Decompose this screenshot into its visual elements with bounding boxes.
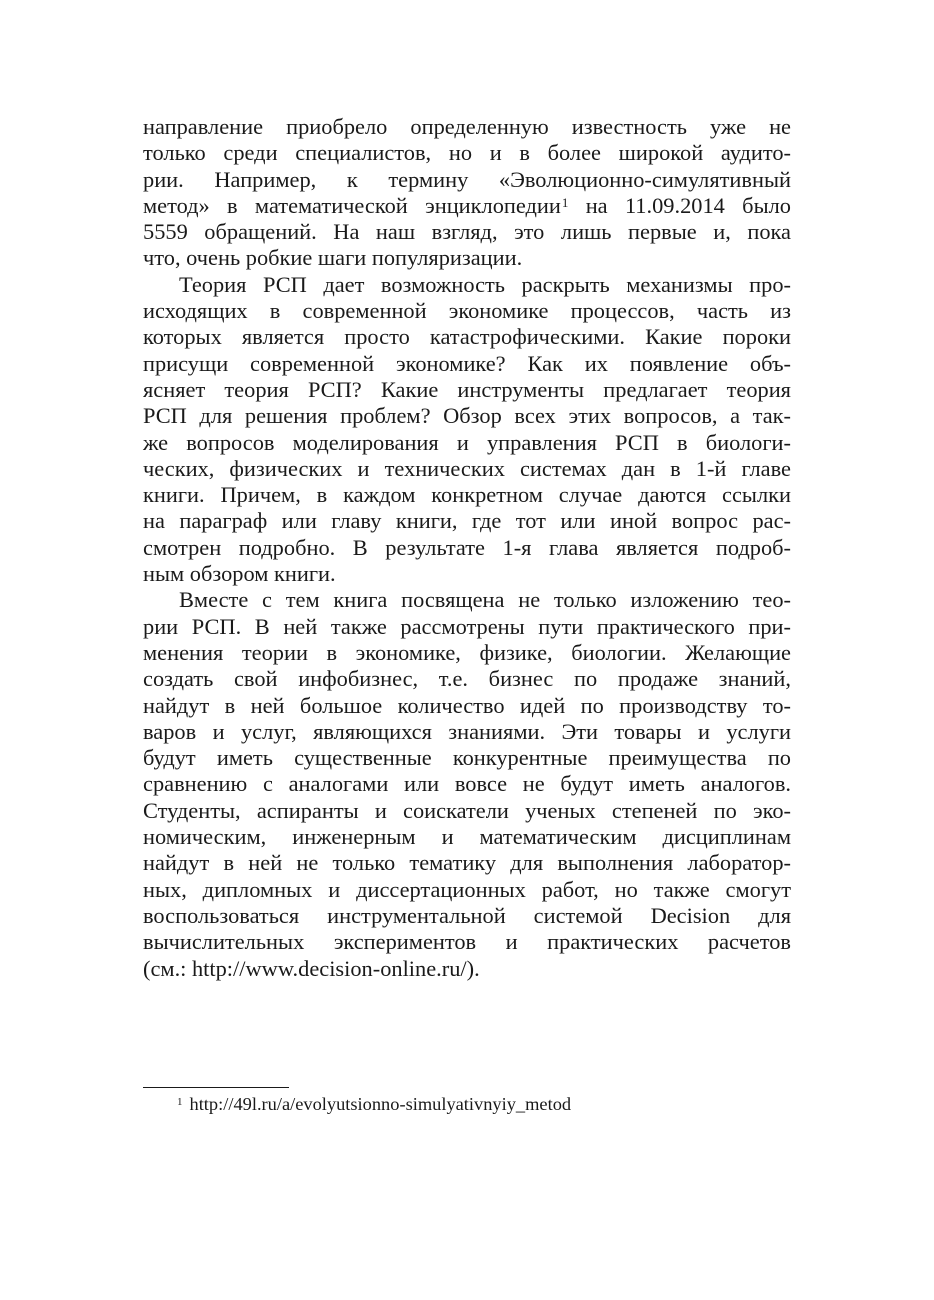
text-line: вычислительных экспериментов и практических расчетов xyxy=(143,929,791,955)
text-line: Студенты, аспиранты и соискатели ученых степеней по эко- xyxy=(143,797,791,823)
text-line: же вопросов моделирования и управления РСП в биологи- xyxy=(143,429,791,455)
text-line: найдут в ней не только тематику для выполнения лаборатор- xyxy=(143,850,791,876)
text-segment: на 11.09.2014 было xyxy=(568,192,791,218)
text-line: (см.: http://www.decision-online.ru/). xyxy=(143,955,480,981)
text-segment: метод» в математической энциклопедии xyxy=(143,192,561,218)
text-line: найдут в ней большое количество идей по производству то- xyxy=(143,692,791,718)
text-line: создать свой инфобизнес, т.е. бизнес по продаже знаний, xyxy=(143,666,791,692)
text-line: ным обзором книги. xyxy=(143,561,336,587)
paragraph xyxy=(143,587,791,981)
footnote xyxy=(177,1092,571,1116)
text-line: Теория РСП дает возможность раскрыть механизмы про- xyxy=(179,271,791,297)
text-line: что, очень робкие шаги популяризации. xyxy=(143,245,523,271)
main-text xyxy=(143,114,791,982)
text-line: сравнению с аналогами или вовсе не будут иметь аналогов. xyxy=(143,771,791,797)
text-line: ясняет теория РСП? Какие инструменты предлагает теория xyxy=(143,376,791,402)
text-line: ных, дипломных и диссертационных работ, но также смогут xyxy=(143,876,791,902)
text-line: Вместе с тем книга посвящена не только изложению тео- xyxy=(179,587,791,613)
footnote-reference: 1 xyxy=(561,194,569,210)
paragraph xyxy=(143,114,791,272)
text-line: смотрен подробно. В результате 1-я глава является подроб- xyxy=(143,534,791,560)
text-line: направление приобрело определенную известность уже не xyxy=(143,114,791,139)
text-line: на параграф или главу книги, где тот или иной вопрос рас- xyxy=(143,508,791,534)
text-line: которых является просто катастрофическими. Какие пороки xyxy=(143,324,791,350)
text-line: рии. Например, к термину «Эволюционно-симулятивный xyxy=(143,166,791,192)
text-line: менения теории в экономике, физике, биологии. Желающие xyxy=(143,639,791,665)
text-line: воспользоваться инструментальной системой Decision для xyxy=(143,902,791,928)
text-line: 5559 обращений. На наш взгляд, это лишь первые и, пока xyxy=(143,219,791,245)
paragraph xyxy=(143,272,791,588)
text-line: РСП для решения проблем? Обзор всех этих вопросов, а так- xyxy=(143,403,791,429)
text-line: ческих, физических и технических системах дан в 1-й главе xyxy=(143,455,791,481)
text-line: будут иметь существенные конкурентные преимущества по xyxy=(143,745,791,771)
text-line xyxy=(143,193,791,219)
footnote-separator xyxy=(143,1087,289,1088)
text-line: рии РСП. В ней также рассмотрены пути практического при- xyxy=(143,613,791,639)
footnote-mark: 1 xyxy=(177,1096,183,1108)
text-line: номическим, инженерным и математическим дисциплинам xyxy=(143,824,791,850)
text-line: исходящих в современной экономике процессов, часть из xyxy=(143,298,791,324)
text-line: варов и услуг, являющихся знаниями. Эти товары и услуги xyxy=(143,718,791,744)
text-line: только среди специалистов, но и в более широкой аудито- xyxy=(143,140,791,166)
text-line: присущи современной экономике? Как их появление объ- xyxy=(143,350,791,376)
footnote-text: http://49l.ru/a/evolyutsionno-simulyativnyiy_metod xyxy=(189,1094,572,1114)
text-line: книги. Причем, в каждом конкретном случае даются ссылки xyxy=(143,482,791,508)
